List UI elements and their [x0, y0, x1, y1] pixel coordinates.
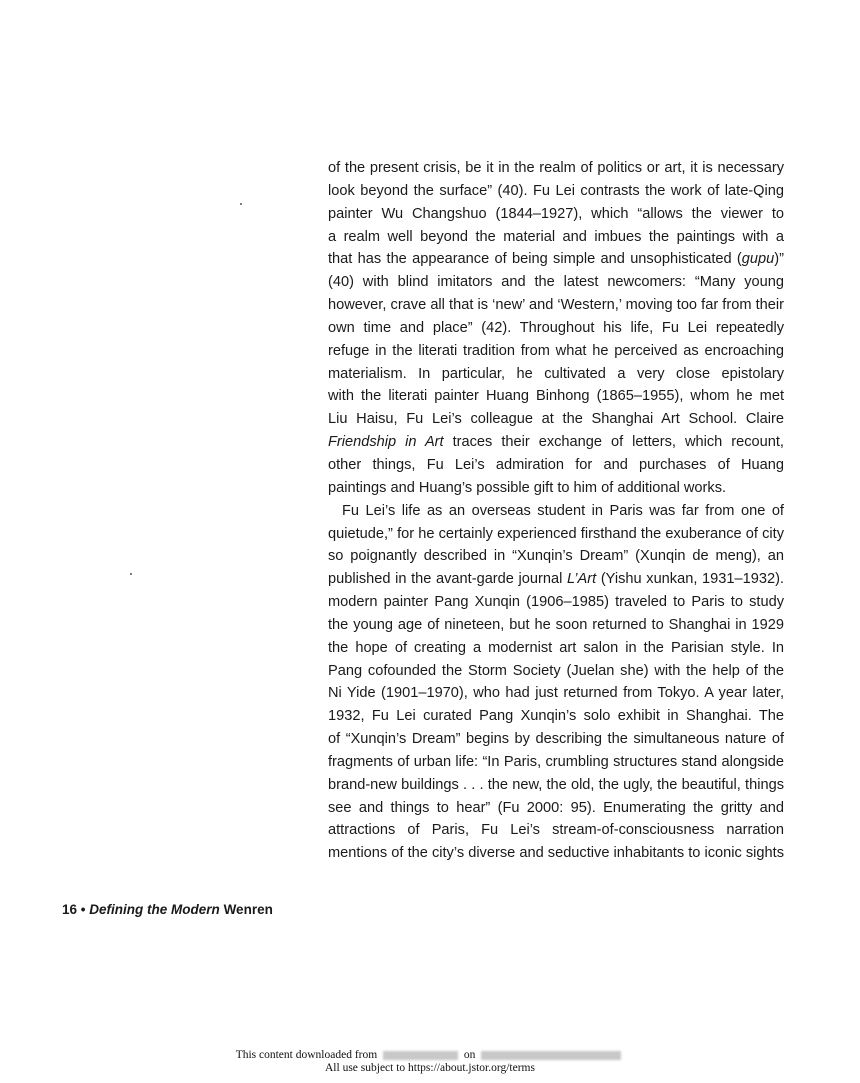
text-segment: (40) with blind imitators and the latest newcomers: “Many young [328, 274, 784, 291]
italic-text: gupu [741, 251, 775, 268]
download-line [0, 1049, 860, 1062]
text-line [328, 271, 784, 294]
book-title-italic: Defining the Modern [89, 902, 220, 917]
running-footer [62, 902, 273, 917]
text-line [328, 385, 784, 408]
text-segment: quietude,” for he certainly experienced firsthand the exuberance of city [328, 525, 784, 542]
text-line [328, 477, 784, 500]
text-segment: )” [774, 251, 784, 268]
text-segment: traces their exchange of letters, which recount, [452, 434, 784, 451]
text-segment: paintings and Huang’s possible gift to him of additional works. [328, 479, 727, 496]
body-text [328, 157, 784, 865]
paragraph [328, 157, 784, 500]
text-line [328, 226, 784, 249]
text-line [328, 248, 784, 271]
text-line [328, 203, 784, 226]
text-line [328, 705, 784, 728]
download-on: on [463, 1049, 476, 1061]
text-segment: published in the avant-garde journal [328, 571, 567, 588]
text-segment: materialism. In particular, he cultivated a very close epistolary [328, 365, 784, 382]
text-line [328, 751, 784, 774]
text-line [328, 431, 784, 454]
text-line [328, 842, 784, 865]
text-line [328, 774, 784, 797]
text-line [328, 408, 784, 431]
text-line [328, 294, 784, 317]
text-segment: fragments of urban life: “In Paris, crumbling structures stand alongside [328, 753, 784, 770]
text-line [328, 523, 784, 546]
text-line [328, 454, 784, 477]
text-segment: Pang cofounded the Storm Society (Juelan she) with the help of the [328, 662, 784, 679]
text-segment: Fu Lei’s life as an overseas student in Paris was far from one of [342, 502, 784, 519]
text-line [328, 819, 784, 842]
jstor-notice [0, 1049, 860, 1075]
book-title-rest: Wenren [223, 902, 273, 917]
text-line [328, 545, 784, 568]
text-segment: 1932, Fu Lei curated Pang Xunqin’s solo exhibit in Shanghai. The [328, 708, 784, 725]
text-segment: refuge in the literati tradition from what he perceived as encroaching [328, 342, 784, 359]
scan-speck [240, 203, 242, 205]
text-segment: so poignantly described in “Xunqin’s Dream” (Xunqin de meng), an [328, 548, 784, 565]
text-segment: that has the appearance of being simple and unsophisticated ( [328, 251, 742, 268]
text-segment: look beyond the surface” (40). Fu Lei contrasts the work of late-Qing [328, 182, 784, 199]
text-line [328, 568, 784, 591]
text-segment: of “Xunqin’s Dream” begins by describing the simultaneous nature of [328, 731, 784, 748]
text-segment: painter Wu Changshuo (1844–1927), which “allows the viewer to [328, 205, 784, 222]
text-segment: Ni Yide (1901–1970), who had just returned from Tokyo. A year later, [328, 685, 784, 702]
text-segment: a realm well beyond the material and imbues the paintings with a [328, 228, 784, 245]
download-prefix: This content downloaded from [235, 1049, 378, 1061]
paragraph [328, 500, 784, 866]
text-line [328, 660, 784, 683]
text-line [328, 591, 784, 614]
text-segment: of the present crisis, be it in the realm of politics or art, it is necessary [328, 160, 784, 176]
text-line [328, 614, 784, 637]
italic-text: L’Art [566, 571, 597, 588]
text-segment: the hope of creating a modernist art salon in the Parisian style. In [328, 639, 784, 656]
text-line [328, 682, 784, 705]
text-segment: other things, Fu Lei’s admiration for and purchases of Huang [328, 456, 784, 473]
text-line [328, 180, 784, 203]
text-segment: (Yishu xunkan, 1931–1932). [600, 571, 784, 588]
text-segment: Liu Haisu, Fu Lei’s colleague at the Shanghai Art School. Claire [328, 411, 784, 428]
text-segment: however, crave all that is ‘new’ and ‘Western,’ moving too far from their [328, 297, 784, 314]
text-line [328, 340, 784, 363]
text-segment: attractions of Paris, Fu Lei’s stream-of-consciousness narration [328, 822, 784, 839]
page-number: 16 [62, 902, 78, 917]
text-segment: see and things to hear” (Fu 2000: 95). Enumerating the gritty and [328, 799, 784, 816]
text-line [328, 363, 784, 386]
text-line [328, 728, 784, 751]
text-line [328, 317, 784, 340]
text-line [328, 797, 784, 820]
redacted-timestamp [481, 1051, 621, 1060]
text-line [328, 637, 784, 660]
text-segment: with the literati painter Huang Binhong (1865–1955), whom he met [328, 388, 784, 405]
text-line [328, 157, 784, 180]
text-line [328, 500, 784, 523]
text-segment: modern painter Pang Xunqin (1906–1985) traveled to Paris to study [328, 594, 784, 611]
redacted-ip [383, 1051, 458, 1060]
text-segment: own time and place” (42). Throughout his life, Fu Lei repeatedly [328, 319, 784, 336]
separator-bullet: • [80, 902, 86, 917]
scan-speck [130, 573, 132, 575]
text-segment: brand-new buildings . . . the new, the old, the ugly, the beautiful, things [328, 776, 784, 793]
italic-text: Friendship in Art [328, 434, 444, 451]
text-segment: the young age of nineteen, but he soon returned to Shanghai in 1929 [328, 616, 784, 633]
terms-line: All use subject to https://about.jstor.org/terms [325, 1062, 535, 1074]
text-segment: mentions of the city’s diverse and seductive inhabitants to iconic sights [328, 845, 784, 862]
